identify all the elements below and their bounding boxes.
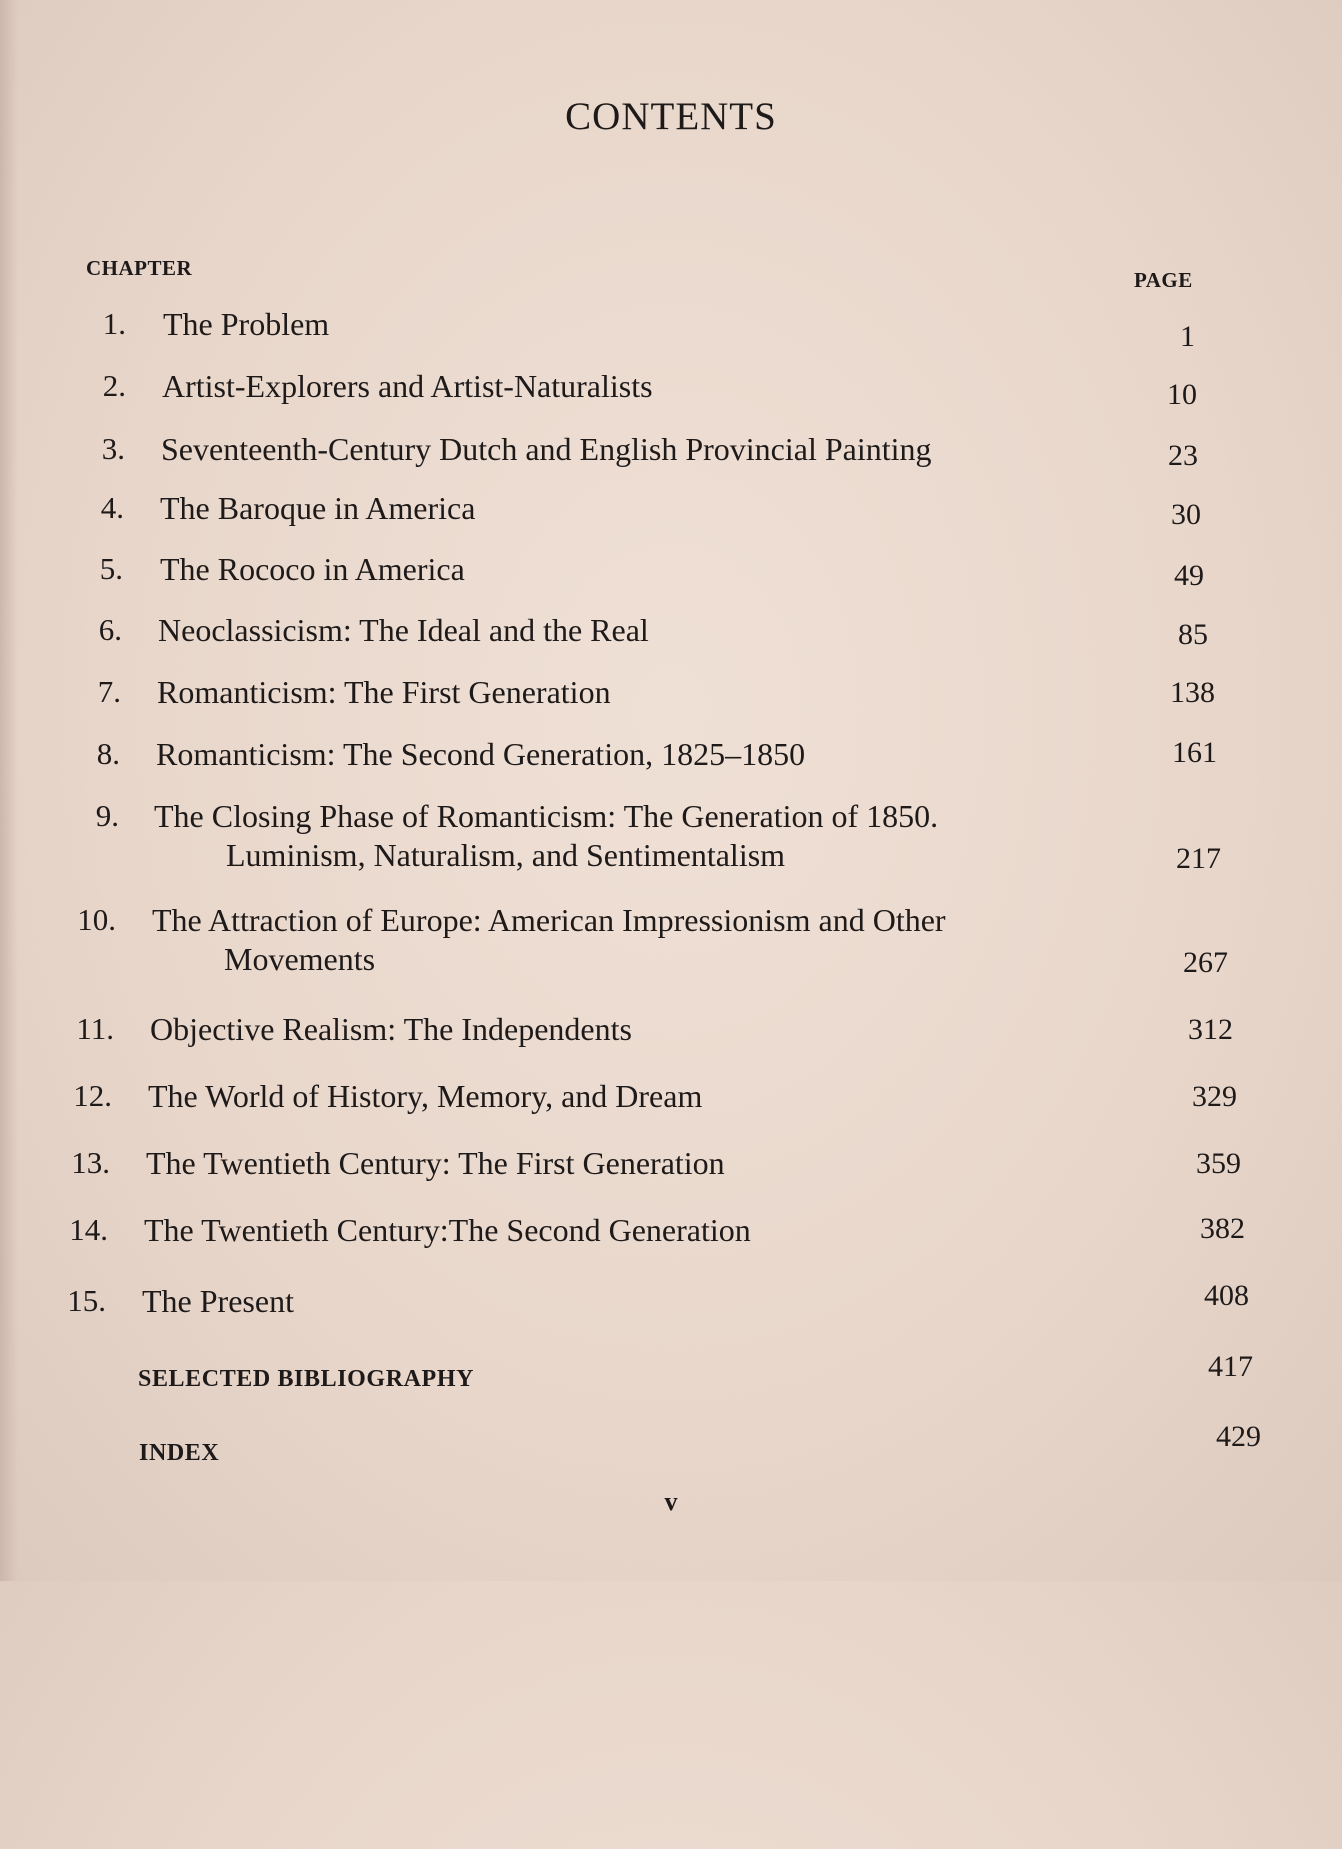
page-number: 30 xyxy=(1171,498,1201,531)
chapter-number: 12. xyxy=(73,1078,112,1113)
page-number: 429 xyxy=(1216,1420,1261,1453)
chapter-title: Objective Realism: The Independents xyxy=(150,1011,632,1047)
page-number: 382 xyxy=(1200,1212,1245,1245)
chapter-number: 3. xyxy=(101,431,125,466)
page-number: 1 xyxy=(1180,320,1195,353)
chapter-number: 2. xyxy=(102,368,126,403)
chapter-title: The World of History, Memory, and Dream xyxy=(148,1078,703,1114)
chapter-title xyxy=(152,902,946,978)
chapter-title: The Twentieth Century:The Second Generation xyxy=(144,1212,751,1248)
page-column-header: PAGE xyxy=(1134,268,1193,292)
chapter-title: Artist-Explorers and Artist-Naturalists xyxy=(162,368,653,404)
back-matter-title: INDEX xyxy=(139,1440,220,1466)
page-number: 85 xyxy=(1178,618,1208,651)
page-number: 329 xyxy=(1192,1080,1237,1113)
page-folio: v xyxy=(664,1487,678,1516)
chapter-title: The Twentieth Century: The First Generation xyxy=(146,1145,725,1181)
chapter-number: 11. xyxy=(76,1011,114,1046)
page-number: 267 xyxy=(1183,946,1228,979)
gutter-shadow xyxy=(0,0,18,1581)
page-number: 359 xyxy=(1196,1147,1241,1180)
page-number: 417 xyxy=(1208,1350,1253,1383)
chapter-number: 5. xyxy=(99,551,123,586)
back-matter-title: SELECTED BIBLIOGRAPHY xyxy=(138,1366,475,1392)
chapter-number: 13. xyxy=(71,1145,110,1180)
page-number: 138 xyxy=(1170,676,1215,709)
chapter-title: Seventeenth-Century Dutch and English Provincial Painting xyxy=(161,431,932,467)
chapter-number: 1. xyxy=(102,306,126,341)
chapter-number: 8. xyxy=(96,736,120,771)
chapter-title-line-1: The Closing Phase of Romanticism: The Generation of 1850. xyxy=(154,798,939,834)
page-title: CONTENTS xyxy=(565,95,777,138)
page-number: 49 xyxy=(1174,559,1204,592)
chapter-column-header: CHAPTER xyxy=(86,256,193,280)
chapter-title: The Present xyxy=(142,1283,294,1319)
chapter-title: The Rococo in America xyxy=(160,551,465,587)
chapter-number: 14. xyxy=(69,1212,108,1247)
chapter-title-line-2: Luminism, Naturalism, and Sentimentalism xyxy=(226,837,786,873)
page-number: 408 xyxy=(1204,1279,1249,1312)
chapter-number: 15. xyxy=(67,1283,106,1318)
chapter-title-line-1: The Attraction of Europe: American Impressionism and Other xyxy=(152,902,946,938)
chapter-title: The Problem xyxy=(163,306,330,342)
chapter-number: 4. xyxy=(100,490,124,525)
page-number: 161 xyxy=(1172,736,1217,769)
chapter-title: Romanticism: The First Generation xyxy=(157,674,611,710)
page-number: 23 xyxy=(1168,439,1198,472)
page-number: 10 xyxy=(1167,378,1197,411)
chapter-number: 9. xyxy=(95,798,119,833)
page-number: 312 xyxy=(1188,1013,1233,1046)
chapter-number: 7. xyxy=(97,674,121,709)
chapter-title: Neoclassicism: The Ideal and the Real xyxy=(158,612,649,648)
chapter-title: Romanticism: The Second Generation, 1825–1850 xyxy=(156,736,806,772)
chapter-number: 6. xyxy=(98,612,122,647)
chapter-title: The Baroque in America xyxy=(160,490,476,526)
chapter-number: 10. xyxy=(77,902,116,937)
chapter-title xyxy=(154,798,938,874)
page-number: 217 xyxy=(1176,842,1221,875)
chapter-title-line-2: Movements xyxy=(224,941,376,977)
